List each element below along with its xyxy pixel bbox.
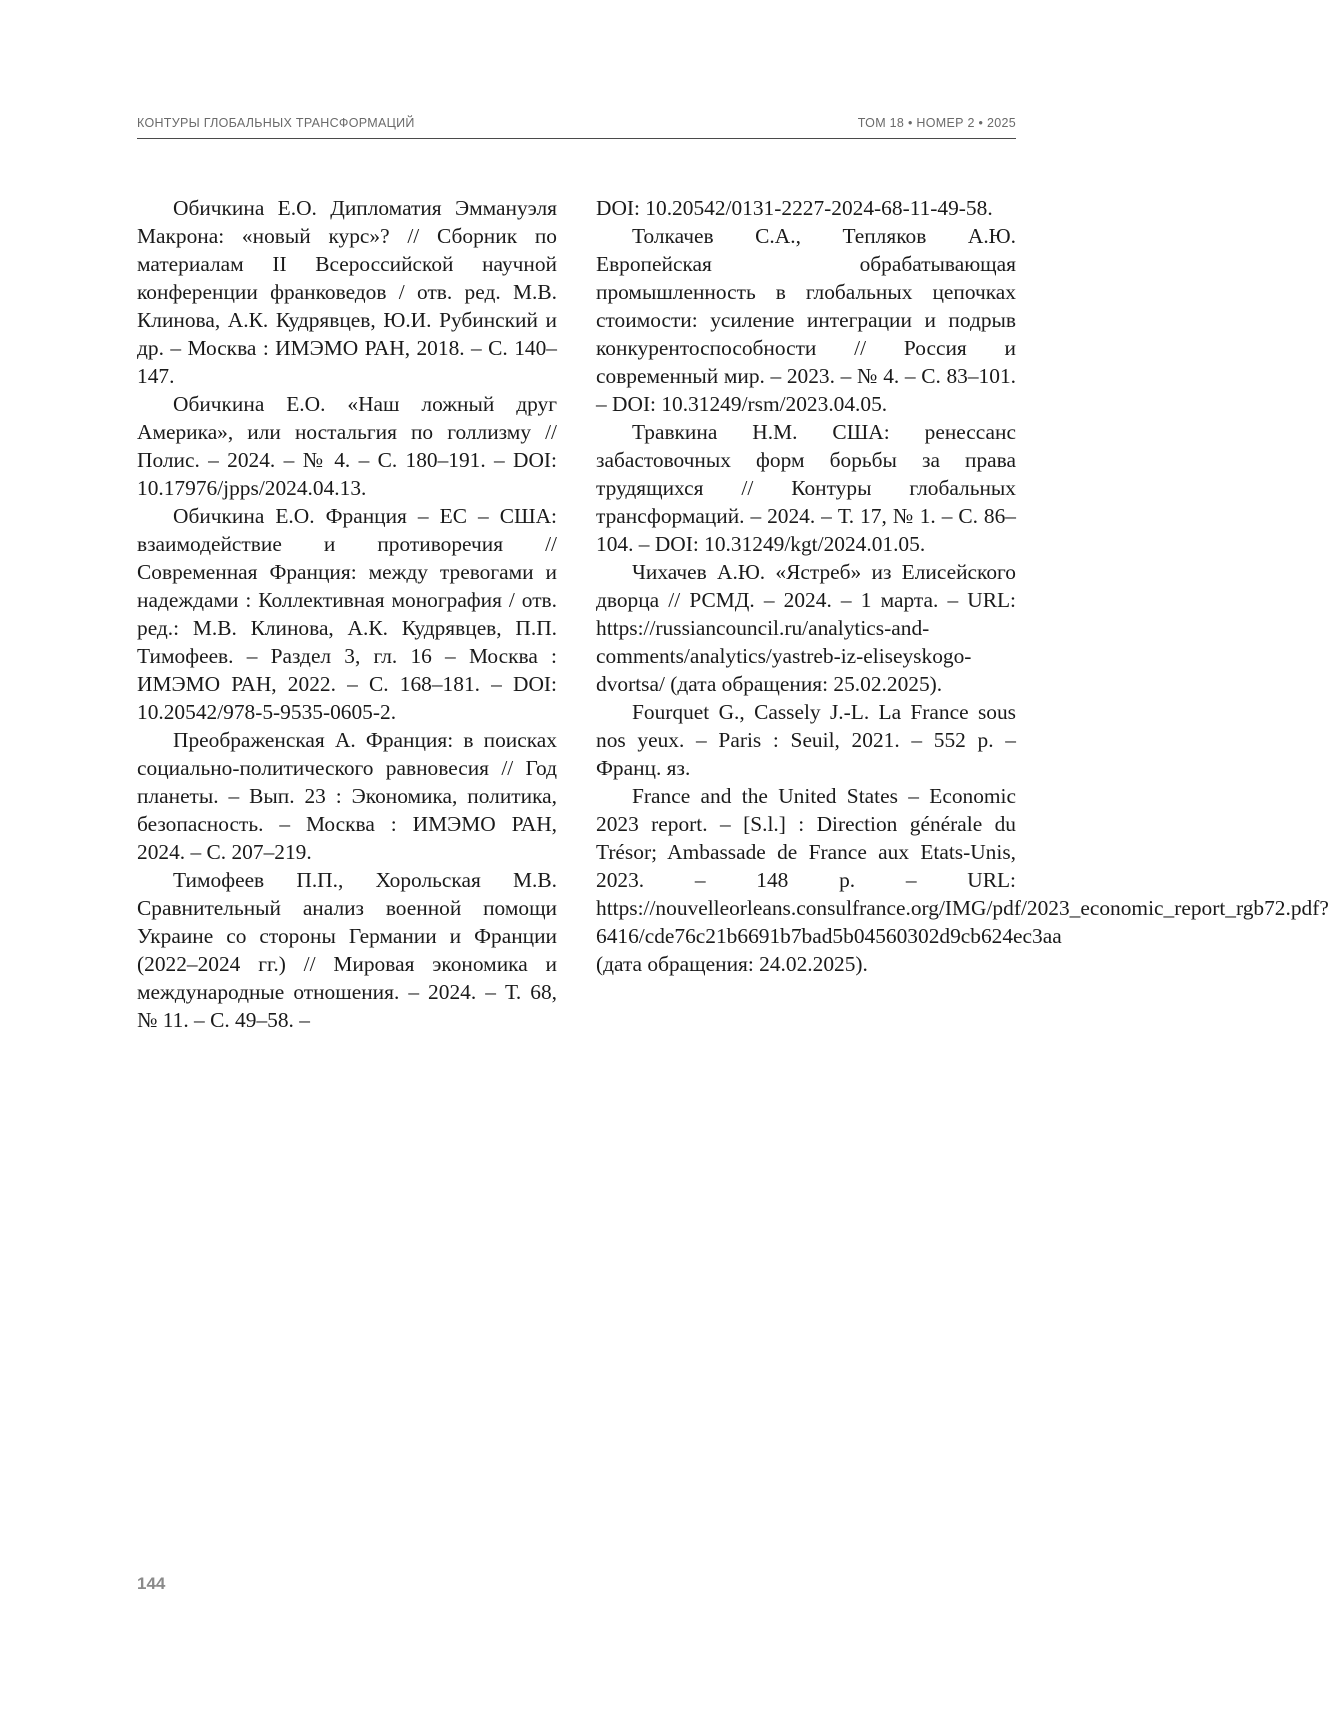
- journal-title: КОНТУРЫ ГЛОБАЛЬНЫХ ТРАНСФОРМАЦИЙ: [137, 116, 415, 130]
- references-right-column: [596, 194, 1329, 978]
- issue-info: ТОМ 18 • НОМЕР 2 • 2025: [857, 116, 1016, 130]
- reference-entry: Обичкина Е.О. «Наш ложный друг Америка», или ностальгия по голлизму // Полис. – 2024. – № 4. – С. 180–191. – DOI: 10.17976/jpps/2024.04.13.: [137, 392, 557, 500]
- running-header: [137, 112, 1016, 139]
- page-number: 144: [137, 1574, 166, 1593]
- reference-entry: Обичкина Е.О. Дипломатия Эммануэля Макрона: «новый курс»? // Сборник по материалам II Всероссийской научной конференции франковедов / отв. ред. М.В. Клинова, А.К. Кудрявцев, Ю.И. Рубинский и др. – Москва : ИМЭМО РАН, 2018. – С. 140–147.: [137, 196, 557, 388]
- reference-entry: Обичкина Е.О. Франция – ЕС – США: взаимодействие и противоречия // Современная Франция: между тревогами и надеждами : Коллективная монография / отв. ред.: М.В. Клинова, А.К. Кудрявцев, П.П. Тимофеев. – Раздел 3, гл. 16 – Москва : ИМЭМО РАН, 2022. – С. 168–181. – DOI: 10.20542/978-5-9535-0605-2.: [137, 504, 557, 724]
- reference-continuation: DOI: 10.20542/0131-2227-2024-68-11-49-58.: [596, 196, 993, 220]
- reference-entry: France and the United States – Economic 2023 report. – [S.l.] : Direction générale du Trésor; Ambassade de France aux Etats-Unis, 2023. – 148 p. – URL: https://nouvelleorleans.consulfrance.org/IMG/pdf/2023_economic_report_rgb72.pdf?6416/cde76c21b6691b7bad5b04560302d9cb624ec3aa (дата обращения: 24.02.2025).: [596, 784, 1329, 976]
- references-left-column: [137, 194, 557, 1034]
- reference-entry: Тимофеев П.П., Хорольская М.В. Сравнительный анализ военной помощи Украине со стороны Германии и Франции (2022–2024 гг.) // Мировая экономика и международные отношения. – 2024. – Т. 68, № 11. – С. 49–58. –: [137, 868, 557, 1032]
- reference-entry: Чихачев А.Ю. «Ястреб» из Елисейского дворца // РСМД. – 2024. – 1 марта. – URL: https://russiancouncil.ru/analytics-and-comments/analytics/yastreb-iz-eliseyskogo-dvortsa/ (дата обращения: 25.02.2025).: [596, 560, 1016, 696]
- reference-entry: Толкачев С.А., Тепляков А.Ю. Европейская обрабатывающая промышленность в глобальных цепочках стоимости: усиление интеграции и подрыв конкурентоспособности // Россия и современный мир. – 2023. – № 4. – С. 83–101. – DOI: 10.31249/rsm/2023.04.05.: [596, 224, 1016, 416]
- reference-entry: Fourquet G., Cassely J.-L. La France sous nos yeux. – Paris : Seuil, 2021. – 552 p. – Франц. яз.: [596, 700, 1016, 780]
- reference-entry: Травкина Н.М. США: ренессанс забастовочных форм борьбы за права трудящихся // Контуры глобальных трансформаций. – 2024. – Т. 17, № 1. – С. 86–104. – DOI: 10.31249/kgt/2024.01.05.: [596, 420, 1016, 556]
- reference-entry: Преображенская А. Франция: в поисках социально-политического равновесия // Год планеты. – Вып. 23 : Экономика, политика, безопасность. – Москва : ИМЭМО РАН, 2024. – С. 207–219.: [137, 728, 557, 864]
